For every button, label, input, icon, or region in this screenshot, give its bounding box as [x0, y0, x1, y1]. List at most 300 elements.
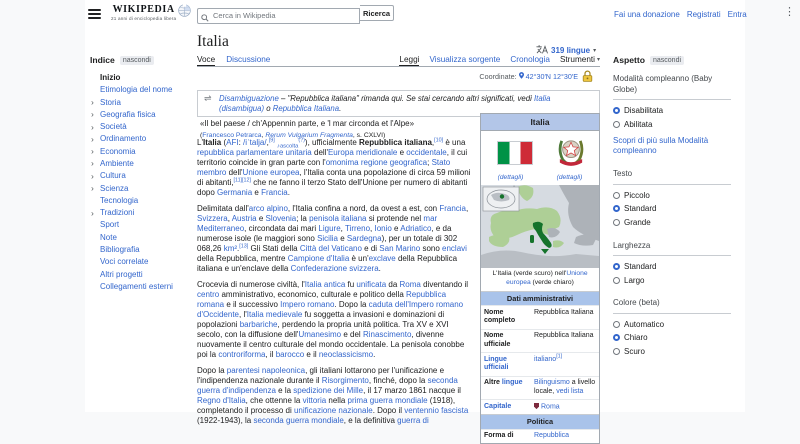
toc-hide-button[interactable]: nascondi: [120, 56, 154, 65]
map-inset-globe: [483, 187, 519, 211]
text-span: da: [386, 280, 400, 289]
text-link[interactable]: Capitale: [484, 402, 512, 410]
text-link[interactable]: Unione europea: [242, 168, 300, 177]
infobox-row: [481, 376, 599, 400]
radio-option-standard[interactable]: [613, 204, 731, 213]
tab-label: Cronologia: [510, 54, 550, 64]
header-user-links: [614, 10, 747, 19]
text-link[interactable]: Risorgimento: [321, 376, 369, 385]
emblem-details-link[interactable]: (dettagli): [556, 174, 583, 182]
text-link[interactable]: Svizzera: [197, 214, 228, 223]
text-span: , finché, dopo la: [368, 376, 428, 385]
radio-option-automatico[interactable]: [613, 320, 731, 329]
infobox-title: Italia: [481, 114, 599, 131]
text-link[interactable]: prima guerra mondiale: [347, 396, 428, 405]
radio-option-label: Piccolo: [624, 190, 650, 200]
text-link[interactable]: Ionio: [374, 224, 392, 233]
appearance-panel: [613, 55, 731, 361]
text-span: .: [378, 264, 381, 273]
text-span: (1922-1943), la: [197, 416, 254, 425]
appearance-group-label: Colore (beta): [613, 289, 731, 314]
lead-quote: [200, 119, 472, 140]
text-span: ), per un totale di 302 068,26: [197, 234, 458, 253]
text-link[interactable]: unificazione nazionale: [293, 406, 373, 415]
text-link[interactable]: Francia: [261, 188, 288, 197]
search-button[interactable]: Ricerca: [360, 5, 394, 21]
text-link[interactable]: seconda guerra d'indipendenza: [197, 376, 458, 395]
toc-item-note[interactable]: [90, 234, 190, 243]
toc-item-economia[interactable]: [90, 148, 190, 157]
text-span: della Repubblica, mentre: [197, 254, 288, 263]
radio-unselected-icon[interactable]: [613, 219, 620, 226]
text-link[interactable]: Roma: [541, 403, 560, 411]
text-span: , circondata dai mari: [244, 224, 319, 233]
text-span: ), ufficialmente: [304, 138, 360, 147]
radio-option-abilitata[interactable]: [613, 120, 731, 129]
appearance-learn-more-link[interactable]: Scopri di più sulla Modalità compleanno: [613, 135, 709, 156]
text-span: e: [397, 148, 407, 157]
text-link[interactable]: Slovenia: [265, 214, 297, 223]
toc-item-label: Storia: [100, 97, 121, 107]
text-link[interactable]: Regno d'Italia: [197, 396, 246, 405]
text-span: . Dopo il: [372, 406, 405, 415]
expand-section-icon[interactable]: ›: [91, 97, 94, 108]
article-body: [197, 138, 471, 432]
appearance-group-label: Modalità compleanno (Baby Globe): [613, 65, 731, 100]
chevron-down-icon: ▾: [596, 55, 600, 63]
text-link[interactable]: ventennio fascista: [404, 406, 469, 415]
text-link[interactable]: Sardegna: [346, 234, 382, 243]
expand-section-icon[interactable]: ›: [91, 109, 94, 120]
lead-paragraph: [197, 138, 471, 198]
search-icon: [201, 9, 209, 27]
toc-item-cultura[interactable]: [90, 172, 190, 181]
toc-item-geografia-fisica[interactable]: [90, 111, 190, 120]
tab-voce[interactable]: [197, 55, 215, 67]
radio-option-label: Standard: [624, 204, 657, 214]
radio-option-scuro[interactable]: [613, 347, 731, 356]
text-span: dell': [311, 148, 328, 157]
text-link[interactable]: mar Mediterraneo: [197, 214, 438, 233]
text-link[interactable]: arco alpino: [248, 204, 288, 213]
text-span: , l'Italia conta una popolazione di circa 59 milioni di abitanti,: [197, 168, 471, 187]
text-link[interactable]: Bilinguismo: [534, 379, 570, 387]
toc-item-label: Scienza: [100, 183, 129, 193]
text-span: .: [373, 350, 376, 359]
text-span: (: [200, 131, 203, 139]
text-span: ,: [261, 131, 266, 139]
text-link[interactable]: guerra di: [397, 416, 429, 425]
infobox-row-label: [484, 403, 534, 412]
tab-discussione[interactable]: [226, 55, 270, 67]
infobox-section-politica: Politica: [481, 414, 599, 428]
chevron-down-icon: ▾: [593, 46, 597, 54]
text-span: ,: [370, 224, 375, 233]
text-link[interactable]: Sicilia: [317, 234, 338, 243]
text-link[interactable]: Francesco Petrarca: [202, 131, 262, 139]
header-link-entra[interactable]: Entra: [727, 10, 747, 19]
map-caption: [481, 268, 599, 290]
text-link[interactable]: parentesi napoleonica: [226, 366, 306, 375]
text-link[interactable]: Repubblica: [534, 432, 570, 440]
text-link[interactable]: Adriatico: [400, 224, 432, 233]
main-menu-hamburger-icon[interactable]: [88, 9, 101, 19]
toc-item-label: Società: [100, 122, 127, 132]
text-link[interactable]: barocco: [275, 350, 305, 359]
toc-item-label: Voci correlate: [100, 257, 149, 267]
infobox-row-value: [534, 309, 596, 327]
toc-item-label: Inizio: [100, 73, 121, 82]
text-link[interactable]: km²: [223, 244, 238, 253]
infobox-row-label: [484, 332, 534, 350]
infobox-row-value: [534, 432, 596, 441]
appearance-hide-button[interactable]: nascondi: [650, 56, 684, 65]
radio-selected-icon[interactable]: [613, 205, 620, 212]
radio-option-grande[interactable]: [613, 218, 731, 227]
text-link[interactable]: Rinascimento: [362, 330, 412, 339]
text-link[interactable]: Rerum Vulgarium Fragmenta: [265, 131, 353, 139]
reference-link[interactable]: [13]: [239, 243, 249, 250]
radio-option-disabilitata[interactable]: [613, 106, 731, 115]
text-span: e: [391, 224, 401, 233]
text-span: , perdendo la propria unità politica. Tra XV e XVI secolo, con la diffusione dell': [197, 320, 449, 339]
text-span: ,: [431, 138, 435, 147]
toc-item-tradizioni[interactable]: [90, 209, 190, 218]
text-link[interactable]: Francia: [439, 204, 467, 213]
toc-title: Indice: [90, 55, 115, 65]
expand-section-icon[interactable]: ›: [91, 170, 94, 181]
text-span: . Dopo la: [334, 300, 369, 309]
text-span: fu soggetta a invasioni e dominazioni di popolazioni: [197, 310, 445, 329]
toc-item-label: Tradizioni: [100, 208, 135, 218]
infobox-row-value: [534, 379, 596, 397]
text-link[interactable]: ♪ascolta: [277, 143, 299, 150]
text-span: e del: [341, 330, 363, 339]
text-link[interactable]: vedi lista: [556, 387, 584, 395]
text-link[interactable]: Italia (disambigua): [219, 94, 551, 113]
radio-option-label: Abilitata: [624, 119, 653, 129]
text-span: Delimitata dall': [197, 204, 249, 213]
toc-item-altri-progetti[interactable]: [90, 271, 190, 280]
tab-label: Strumenti: [559, 54, 595, 64]
toc-item-collegamenti-esterni[interactable]: [90, 283, 190, 292]
italy-flag-image[interactable]: [497, 141, 533, 165]
text-span: fu: [345, 280, 357, 289]
globe-pin-icon: [519, 72, 526, 81]
page-protection-lock-icon[interactable]: [582, 69, 593, 87]
reference-link[interactable]: [10]: [434, 137, 444, 144]
expand-section-icon[interactable]: ›: [91, 183, 94, 194]
tab-cronologia[interactable]: [510, 55, 550, 67]
text-span: , che ottenne la: [245, 396, 303, 405]
text-link[interactable]: barbariche: [239, 320, 278, 329]
toc-item-label: Altri progetti: [100, 269, 143, 279]
toc-item-label: Economia: [100, 146, 136, 156]
disambiguation-icon: ⇌: [204, 94, 212, 104]
lead-paragraph: [197, 366, 471, 426]
text-link[interactable]: Unione europea: [506, 270, 588, 287]
toc-item-tecnologia[interactable]: [90, 197, 190, 206]
text-span: , il 17 marzo 1861 nacque il: [363, 386, 461, 395]
text-link[interactable]: controriforma: [218, 350, 266, 359]
text-link[interactable]: Repubblica romana: [197, 290, 447, 309]
logo-wordmark: WIKIPEDIA: [112, 4, 175, 15]
text-span: e: [252, 188, 262, 197]
tab-label: Leggi: [399, 54, 420, 64]
personal-tools-ellipsis-icon[interactable]: ⋮: [784, 5, 795, 18]
radio-option-standard[interactable]: [613, 262, 731, 271]
text-span: , s. CXLVI): [352, 131, 386, 139]
text-span: (verde chiaro): [530, 279, 574, 287]
text-link[interactable]: Città del Vaticano: [299, 244, 362, 253]
search-bar: [197, 5, 394, 21]
text-link[interactable]: centro: [197, 290, 220, 299]
header-link-registrati[interactable]: Registrati: [686, 10, 721, 19]
infobox-section-dati-amministrativi: Dati amministrativi: [481, 291, 599, 305]
radio-option-label: Standard: [624, 262, 657, 272]
text-link[interactable]: lingue: [501, 379, 523, 387]
radio-option-label: Chiaro: [624, 333, 648, 343]
infobox-row-label: [484, 356, 534, 374]
radio-option-label: Scuro: [624, 347, 645, 357]
radio-option-label: Grande: [624, 218, 651, 228]
expand-section-icon[interactable]: ›: [91, 121, 94, 132]
text-link[interactable]: repubblica parlamentare: [197, 148, 284, 157]
text-link[interactable]: seconda guerra mondiale: [253, 416, 344, 425]
text-span: Repubblica italiana: [359, 138, 432, 147]
radio-unselected-icon[interactable]: [613, 348, 620, 355]
text-span: e il successivo: [224, 300, 281, 309]
text-span: Repubblica Italiana: [534, 308, 594, 316]
text-span: L': [197, 138, 203, 147]
toc-item-voci-correlate[interactable]: [90, 258, 190, 267]
toc-item-label: Note: [100, 232, 117, 242]
infobox-row-value: [534, 403, 596, 412]
lead-paragraph: [197, 280, 471, 360]
text-span: si protende nel: [366, 214, 424, 223]
text-link[interactable]: Italia antica: [304, 280, 346, 289]
text-link[interactable]: Campione d'Italia: [287, 254, 350, 263]
toc-item-label: Geografia fisica: [100, 109, 156, 119]
text-link[interactable]: penisola italiana: [309, 214, 367, 223]
expand-section-icon[interactable]: ›: [91, 133, 94, 144]
radio-selected-icon[interactable]: [613, 107, 620, 114]
search-input[interactable]: [197, 8, 360, 24]
tab-strumenti[interactable]: [560, 55, 600, 67]
text-span: , l'Italia confina a nord, da ovest a est, con: [287, 204, 440, 213]
text-span: nella: [326, 396, 348, 405]
radio-selected-icon[interactable]: [613, 334, 620, 341]
expand-section-icon[interactable]: ›: [91, 207, 94, 218]
text-link[interactable]: spedizione dei Mille: [293, 386, 364, 395]
text-span: , il: [265, 350, 276, 359]
text-span: e il: [304, 350, 319, 359]
text-span: (1918), completando il processo di: [197, 396, 456, 415]
infobox-row: [481, 399, 599, 414]
appearance-group-label: Larghezza: [613, 232, 731, 257]
tab-label: Voce: [197, 54, 216, 64]
toc-item-inizio[interactable]: [90, 74, 190, 83]
text-span: , e da numerose isole (le maggiori sono: [197, 224, 452, 243]
text-link[interactable]: enclavi: [442, 244, 467, 253]
text-span: della Repubblica italiana e un'enclave della: [197, 254, 458, 273]
reference-link[interactable]: [1]: [556, 353, 563, 360]
coordinates-link[interactable]: 42°30′N 12°30′E: [525, 72, 578, 81]
text-link[interactable]: Disambiguazione: [219, 94, 279, 103]
toc-item-etimologia-del-nome[interactable]: [90, 86, 190, 95]
text-span: – "Repubblica italiana" rimanda qui. Se stai cercando altri significati, vedi: [278, 94, 534, 103]
text-span: è un': [349, 254, 369, 263]
wikipedia-logo[interactable]: [111, 4, 191, 22]
toc-item-storia[interactable]: [90, 99, 190, 108]
logo-tagline: 21 anni di enciclopedia libera: [111, 16, 177, 21]
text-link[interactable]: Lingue ufficiali: [484, 355, 509, 372]
text-span: diventando il: [420, 280, 469, 289]
text-span: .: [339, 103, 342, 113]
text-link[interactable]: Europa meridionale: [327, 148, 398, 157]
radio-option-label: Largo: [624, 275, 645, 285]
text-span: ,: [466, 204, 469, 213]
toc-item-label: Etimologia del nome: [100, 85, 173, 95]
text-link[interactable]: Austria: [231, 214, 257, 223]
text-span: e la: [275, 386, 294, 395]
toc-item-label: Cultura: [100, 171, 126, 181]
article-tab-bar: [197, 53, 600, 67]
radio-option-chiaro[interactable]: [613, 333, 731, 342]
text-link[interactable]: occidentale: [406, 148, 447, 157]
text-span: , divenne nuovamente il centro culturale del mondo occidentale. La penisola conobbe poi la: [197, 330, 465, 359]
infobox-row-value: [534, 353, 596, 374]
text-span: o: [264, 103, 273, 113]
italy-locator-map[interactable]: [481, 185, 599, 268]
text-span: Italia: [202, 138, 222, 147]
text-link[interactable]: AFI: [226, 138, 239, 147]
radio-option-label: Automatico: [624, 319, 665, 329]
toc-item-societ-[interactable]: [90, 123, 190, 132]
tab-label: Visualizza sorgente: [429, 54, 501, 64]
header-link-fai-una-donazione[interactable]: Fai una donazione: [614, 10, 680, 19]
radio-unselected-icon[interactable]: [613, 192, 620, 199]
text-link[interactable]: unitaria: [285, 148, 312, 157]
toc-item-label: Ambiente: [100, 158, 134, 168]
text-link[interactable]: neoclassicismo: [318, 350, 374, 359]
text-link[interactable]: Italia medievale: [246, 310, 303, 319]
toc-item-ambiente[interactable]: [90, 160, 190, 169]
infobox-row-label: [484, 432, 534, 441]
text-link[interactable]: Germania: [217, 188, 253, 197]
country-infobox: [480, 113, 600, 444]
appearance-group-label: Testo: [613, 160, 731, 185]
text-span: (: [221, 138, 227, 147]
text-link[interactable]: omonima regione geografica: [325, 158, 428, 167]
text-span: Nome completo: [484, 308, 516, 325]
toc-item-label: Sport: [100, 220, 120, 230]
radio-option-label: Disabilitata: [624, 106, 664, 116]
flag-details-link[interactable]: (dettagli): [497, 174, 524, 182]
radio-option-largo[interactable]: [613, 276, 731, 285]
text-span: ; la: [296, 214, 310, 223]
radio-option-piccolo[interactable]: [613, 191, 731, 200]
text-span: L'Italia (verde scuro) nell': [492, 270, 567, 278]
text-span: sono: [420, 244, 443, 253]
text-span: Altre: [484, 379, 502, 387]
text-link[interactable]: Ligure: [318, 224, 341, 233]
appearance-title: Aspetto: [613, 55, 645, 65]
text-span: , e la definitiva: [343, 416, 398, 425]
expand-section-icon[interactable]: ›: [91, 158, 94, 169]
text-span: e: [256, 214, 266, 223]
text-link[interactable]: San Marino: [379, 244, 421, 253]
text-link[interactable]: Umanesimo: [298, 330, 342, 339]
text-link[interactable]: vittoria: [302, 396, 327, 405]
text-span: amministrativo, economico, culturale e politico della: [219, 290, 406, 299]
text-span: , gli italiani lottarono per l'unificazione e l'indipendenza nazionale durante il: [197, 366, 445, 385]
radio-unselected-icon[interactable]: [613, 321, 620, 328]
text-span: è una: [443, 138, 466, 147]
coordinates-label: Coordinate:: [479, 72, 517, 81]
text-link[interactable]: caduta dell'Impero romano d'Occidente: [197, 300, 464, 319]
toc-item-scienza[interactable]: [90, 185, 190, 194]
radio-unselected-icon[interactable]: [613, 277, 620, 284]
text-span: ,: [227, 214, 232, 223]
toc-item-sport[interactable]: [90, 221, 190, 230]
text-span: dell': [226, 168, 243, 177]
roma-coat-of-arms-icon: [534, 403, 539, 410]
text-span: :: [238, 138, 244, 147]
quote-text: «Il bel paese / ch'Appennin parte, e 'l mar circonda et l'Alpe»: [200, 119, 415, 128]
tab-visualizza-sorgente[interactable]: [429, 55, 500, 67]
italy-emblem-image[interactable]: [558, 137, 584, 171]
text-link[interactable]: italiano: [534, 355, 557, 363]
text-link[interactable]: Tirreno: [344, 224, 371, 233]
text-link[interactable]: exclave: [368, 254, 396, 263]
text-link[interactable]: Stato membro: [197, 158, 451, 177]
text-span: a livello locale,: [534, 379, 596, 395]
text-span: ;: [427, 158, 432, 167]
text-link[interactable]: Roma: [399, 280, 421, 289]
text-link[interactable]: Confederazione svizzera: [290, 264, 379, 273]
text-span: , l': [239, 310, 247, 319]
reference-link[interactable]: (?): [298, 137, 305, 144]
radio-unselected-icon[interactable]: [613, 121, 620, 128]
text-link[interactable]: Impero romano: [280, 300, 335, 309]
infobox-row-label: [484, 379, 534, 397]
lead-paragraph: [197, 204, 471, 274]
table-of-contents: [90, 55, 190, 295]
text-span: ,: [340, 224, 345, 233]
text-span: che ne fanno il terzo Stato dell'Unione per numero di abitanti dopo: [197, 178, 468, 197]
text-link[interactable]: unificata: [356, 280, 387, 289]
reference-link[interactable]: [9]: [268, 137, 275, 144]
radio-selected-icon[interactable]: [613, 263, 620, 270]
toc-item-bibliografia[interactable]: [90, 246, 190, 255]
text-span: Crocevia di numerose civiltà, l': [197, 280, 305, 289]
text-span: Dopo la: [197, 366, 227, 375]
coordinates-line: [300, 72, 578, 81]
reference-link[interactable]: [11][12]: [233, 177, 252, 184]
expand-section-icon[interactable]: ›: [91, 146, 94, 157]
infobox-row: [481, 329, 599, 353]
text-span: e: [337, 234, 347, 243]
text-link[interactable]: /iˈtalja/: [243, 138, 267, 147]
toc-item-label: Tecnologia: [100, 195, 139, 205]
text-link[interactable]: Repubblica Italiana: [272, 103, 340, 113]
infobox-row: [481, 305, 599, 329]
tab-leggi[interactable]: [399, 55, 419, 67]
toc-item-ordinamento[interactable]: [90, 135, 190, 144]
toc-item-label: Ordinamento: [100, 134, 147, 144]
text-span: Repubblica Italiana: [534, 332, 594, 340]
